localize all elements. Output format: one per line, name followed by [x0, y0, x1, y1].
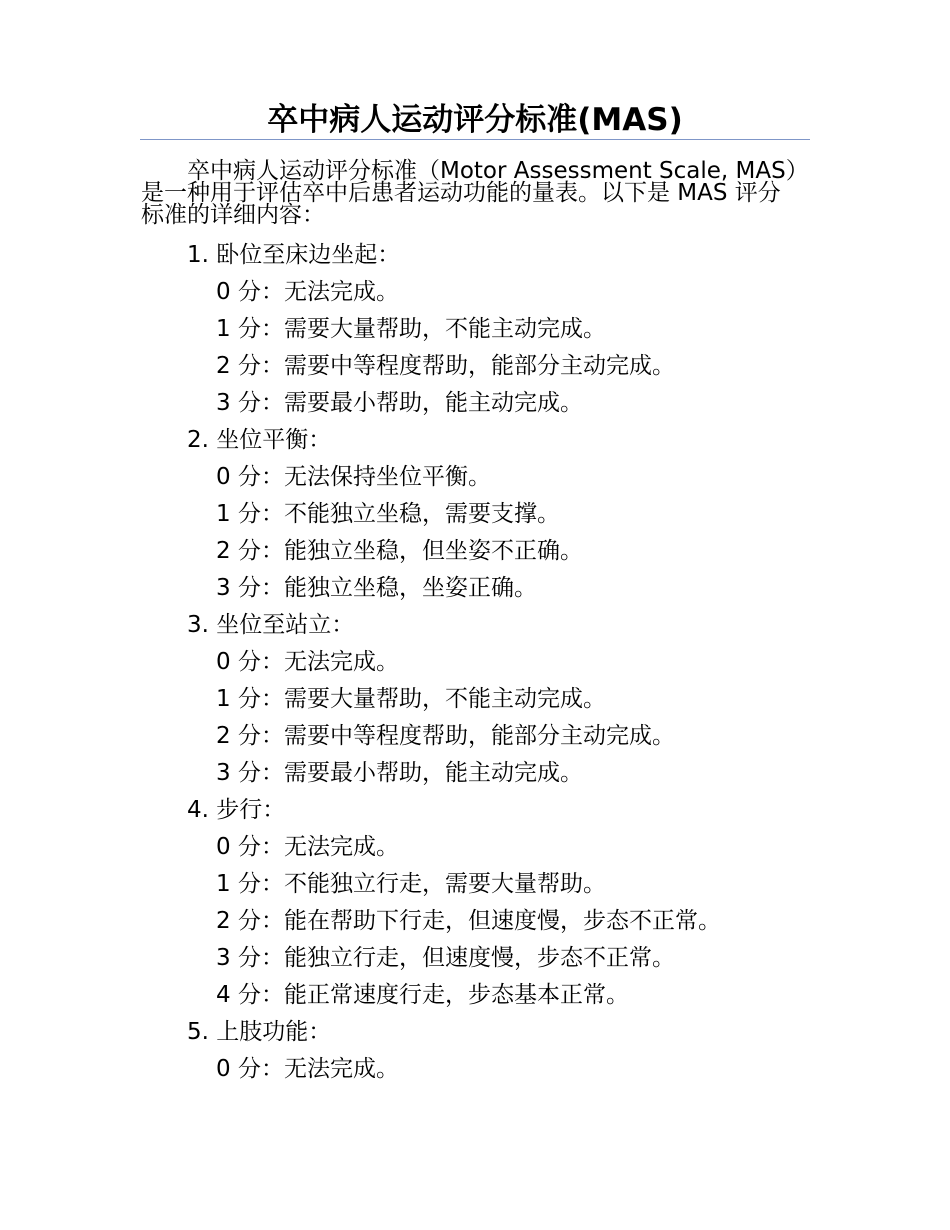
score-item: 3 分：需要最小帮助，能主动完成。 [216, 390, 583, 416]
score-item: 0 分：无法保持坐位平衡。 [216, 464, 491, 490]
score-item: 1 分：需要大量帮助，不能主动完成。 [216, 316, 606, 342]
section-heading: 1. 卧位至床边坐起： [187, 242, 401, 268]
section-heading: 2. 坐位平衡： [187, 427, 332, 453]
score-item: 0 分：无法完成。 [216, 279, 399, 305]
score-item: 2 分：需要中等程度帮助，能部分主动完成。 [216, 723, 675, 749]
score-item: 2 分：能独立坐稳，但坐姿不正确。 [216, 538, 583, 564]
score-item: 2 分：能在帮助下行走，但速度慢，步态不正常。 [216, 908, 721, 934]
score-item: 0 分：无法完成。 [216, 1056, 399, 1082]
section-heading: 3. 坐位至站立： [187, 612, 355, 638]
score-item: 0 分：无法完成。 [216, 649, 399, 675]
criteria-list [187, 237, 721, 1088]
title-underline [140, 139, 810, 140]
document-title: 卒中病人运动评分标准(MAS) [267, 102, 683, 138]
score-item: 3 分：需要最小帮助，能主动完成。 [216, 760, 583, 786]
section-heading: 5. 上肢功能： [187, 1019, 332, 1045]
score-item: 1 分：需要大量帮助，不能主动完成。 [216, 686, 606, 712]
score-item: 3 分：能独立行走，但速度慢，步态不正常。 [216, 945, 675, 971]
intro-paragraph: 卒中病人运动评分标准（Motor Assessment Scale, MAS）是一种用于评估卒中后患者运动功能的量表。以下是 MAS 评分标准的详细内容： [141, 158, 798, 228]
score-item: 3 分：能独立坐稳，坐姿正确。 [216, 575, 537, 601]
score-item: 1 分：不能独立坐稳，需要支撑。 [216, 501, 560, 527]
score-item: 2 分：需要中等程度帮助，能部分主动完成。 [216, 353, 675, 379]
score-item: 1 分：不能独立行走，需要大量帮助。 [216, 871, 606, 897]
score-item: 0 分：无法完成。 [216, 834, 399, 860]
score-item: 4 分：能正常速度行走，步态基本正常。 [216, 982, 629, 1008]
section-heading: 4. 步行： [187, 797, 286, 823]
